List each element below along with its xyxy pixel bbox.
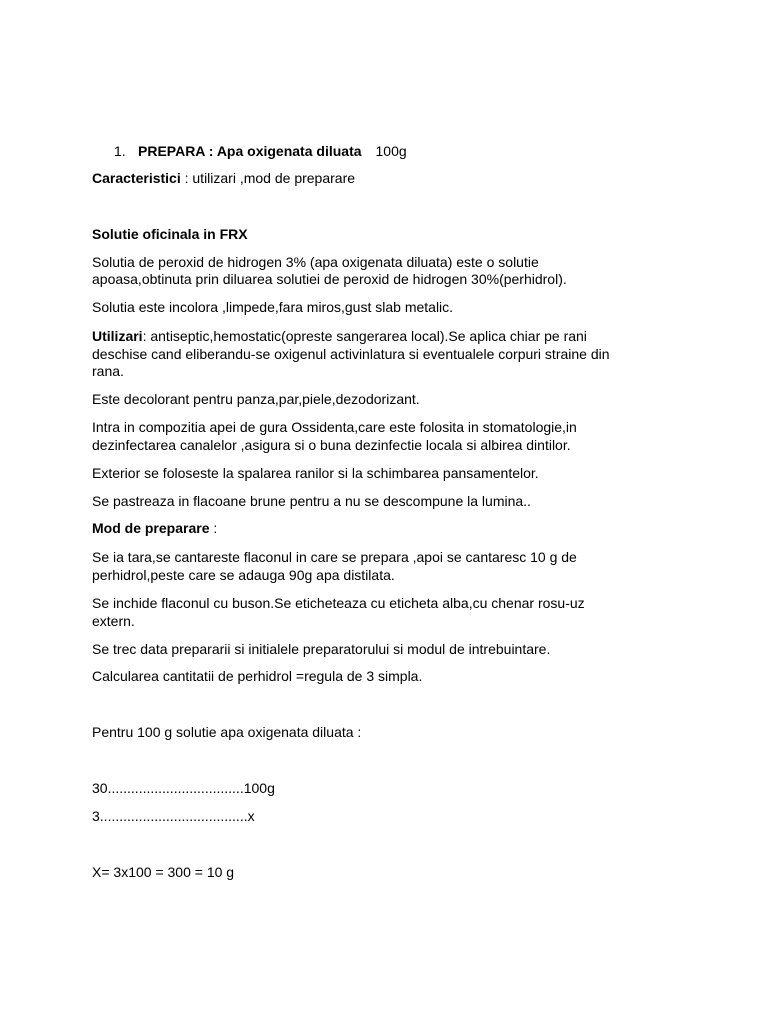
utilizari-line-1 [92, 328, 672, 345]
heading-frx [92, 226, 672, 243]
caracteristici-label: Caracteristici [92, 170, 181, 186]
paragraph-7-line-2: perhidrol,peste care se adauga 90g apa distilata. [92, 567, 395, 583]
item-title: PREPARA : Apa oxigenata diluata [138, 143, 362, 159]
paragraph-8-line-2: extern. [92, 613, 135, 629]
paragraph-4-line-2: dezinfectarea canalelor ,asigura si o buna dezinfectie locala si albirea dintilor. [92, 437, 571, 453]
paragraph-11: Pentru 100 g solutie apa oxigenata diluata : [92, 724, 362, 740]
paragraph-7-line-1: Se ia tara,se cantareste flaconul in care se prepara ,apoi se cantaresc 10 g de [92, 549, 577, 565]
utilizari-line-3: rana. [92, 363, 124, 379]
calculation-line-2: 3......................................x [92, 808, 255, 824]
heading-frx-text: Solutie oficinala in FRX [92, 226, 248, 242]
mod-preparare-label: Mod de preparare [92, 520, 210, 536]
mod-preparare-heading [92, 520, 672, 537]
paragraph-8-line-1: Se inchide flaconul cu buson.Se eticheteaza cu eticheta alba,cu chenar rosu-uz [92, 595, 585, 611]
calculation-line-1: 30...................................100g [92, 780, 275, 796]
item-quantity: 100g [375, 143, 407, 159]
calculation-result: X= 3x100 = 300 = 10 g [92, 864, 235, 880]
caracteristici-line [92, 170, 672, 187]
utilizari-label: Utilizari [92, 328, 143, 344]
paragraph-6: Se pastreaza in flacoane brune pentru a nu se descompune la lumina.. [92, 493, 531, 509]
paragraph-1-line-1: Solutia de peroxid de hidrogen 3% (apa oxigenata diluata) este o solutie [92, 254, 539, 270]
paragraph-4-line-1: Intra in compozitia apei de gura Ossidenta,care este folosita in stomatologie,in [92, 419, 577, 435]
paragraph-2: Solutia este incolora ,limpede,fara miros,gust slab metalic. [92, 299, 454, 315]
utilizari-line-2: deschise cand eliberandu-se oxigenul activinlatura si eventualele corpuri straine din [92, 346, 610, 362]
paragraph-9: Se trec data prepararii si initialele preparatorului si modul de intrebuintare. [92, 641, 551, 657]
paragraph-5: Exterior se foloseste la spalarea ranilor si la schimbarea pansamentelor. [92, 465, 539, 481]
utilizari-text: : antiseptic,hemostatic(opreste sangerarea local).Se aplica chiar pe rani [142, 328, 587, 344]
list-item-title [138, 143, 407, 160]
paragraph-10: Calcularea cantitatii de perhidrol =regula de 3 simpla. [92, 668, 423, 684]
paragraph-1-line-2: apoasa,obtinuta prin diluarea solutiei de peroxid de hidrogen 30%(perhidrol). [92, 271, 567, 287]
mod-preparare-colon: : [209, 520, 218, 536]
list-number: 1. [114, 143, 126, 159]
paragraph-3: Este decolorant pentru panza,par,piele,dezodorizant. [92, 391, 420, 407]
caracteristici-text: : utilizari ,mod de preparare [180, 170, 356, 186]
